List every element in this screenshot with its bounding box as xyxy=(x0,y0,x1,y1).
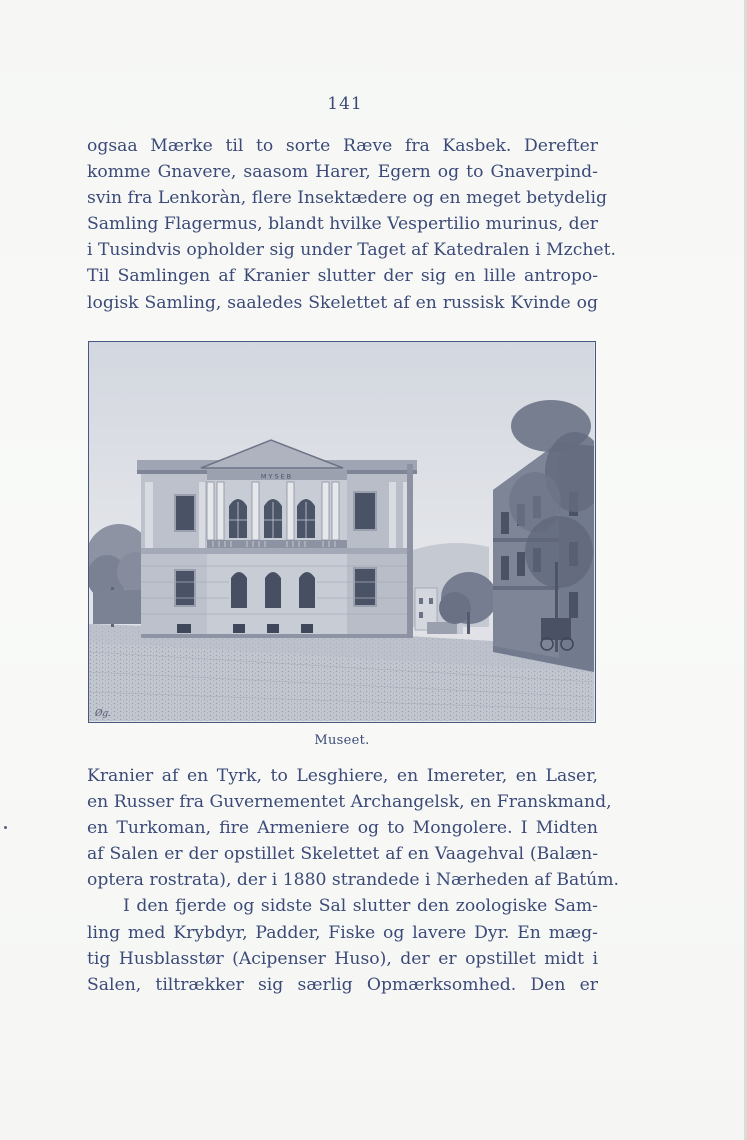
text-line: Samling Flagermus, blandt hvilke Vespertilio murinus, der xyxy=(87,214,598,235)
text-line: ling med Krybdyr, Padder, Fiske og lavere Dyr. En mæg- xyxy=(87,922,598,943)
text-line: en Turkoman, fire Armeniere og to Mongolere. I Midten xyxy=(87,818,598,839)
text-line: svin fra Lenkoràn, flere Insektædere og en meget betydelig xyxy=(87,188,608,209)
text-line: optera rostrata), der i 1880 strandede i Nærheden af Batúm. xyxy=(87,870,619,891)
museum-building xyxy=(137,440,417,638)
text-line: Til Samlingen af Kranier slutter der sig en lille antropo- xyxy=(87,266,598,287)
text-line: af Salen er der opstillet Skelettet af en Vaagehval (Balæn- xyxy=(87,844,598,865)
text-line: Salen, tiltrækker sig særlig Opmærksomhed. Den er xyxy=(87,974,598,995)
margin-mark xyxy=(4,826,7,829)
figure-caption: Museet. xyxy=(314,733,370,748)
paragraph-bottom xyxy=(87,763,619,998)
text-line: I den fjerde og sidste Sal slutter den zoologiske Sam- xyxy=(123,896,598,917)
text-line: komme Gnavere, saasom Harer, Egern og to Gnaverpind- xyxy=(87,162,598,183)
paragraph-top xyxy=(87,133,616,316)
text-line: Kranier af en Tyrk, to Lesghiere, en Imereter, en Laser, xyxy=(87,766,598,786)
text-line: logisk Samling, saaledes Skelettet af en russisk Kvinde og xyxy=(87,292,598,313)
text-line: tig Husblasstør (Acipenser Huso), der er opstillet midt i xyxy=(87,948,598,969)
museum-illustration xyxy=(88,341,596,723)
text-line: ogsaa Mærke til to sorte Ræve fra Kasbek. Derefter xyxy=(87,136,598,156)
building-sign: MYSEB xyxy=(260,472,294,481)
text-line: en Russer fra Guvernementet Archangelsk, en Franskmand, xyxy=(87,792,612,813)
text-line: i Tusindvis opholder sig under Taget af Katedralen i Mzchet. xyxy=(87,240,616,261)
engraver-mark: Øg. xyxy=(95,709,112,719)
page-number: 141 xyxy=(327,94,363,114)
museum-engraving xyxy=(89,342,594,721)
